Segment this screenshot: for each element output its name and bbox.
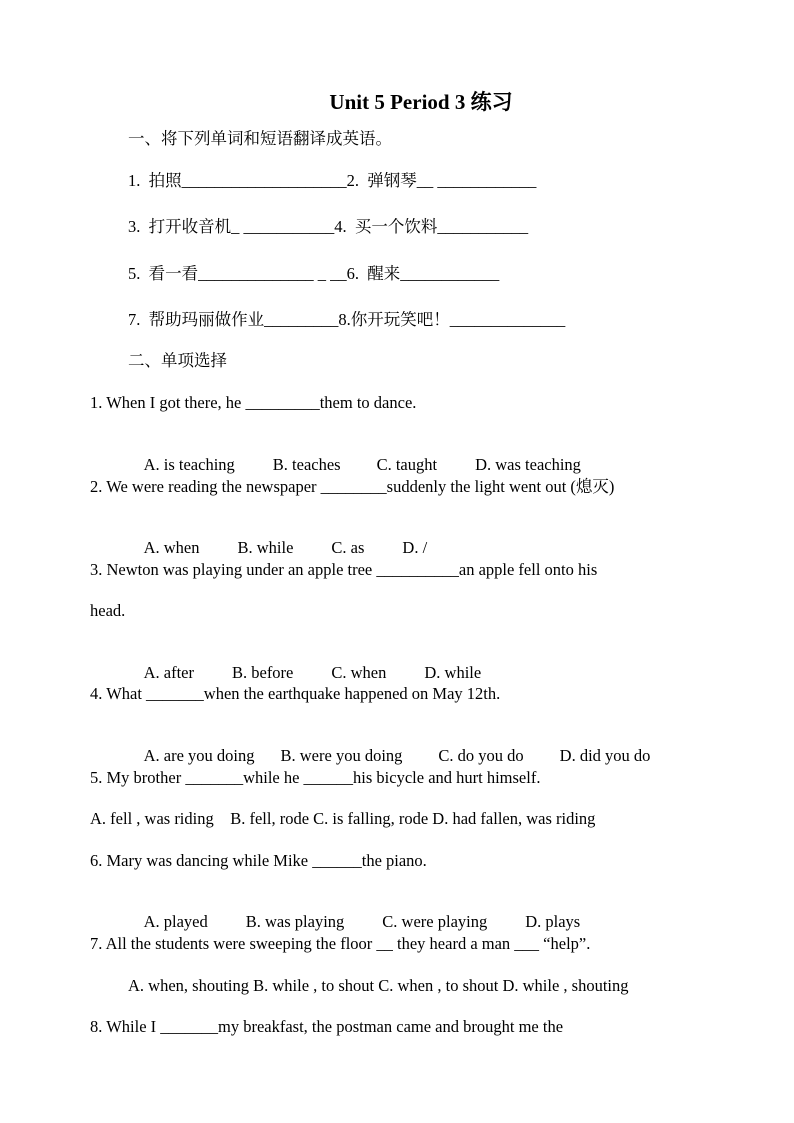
question-7-stem: 7. All the students were sweeping the floor __ they heard a man ___ “help”. — [90, 934, 591, 953]
option: D. plays — [525, 912, 581, 931]
question-2-stem: 2. We were reading the newspaper ________suddenly the light went out (熄灭) — [90, 477, 615, 496]
page-title: Unit 5 Period 3 练习 — [329, 90, 513, 114]
translation-item-1: 1. 拍照____________________2. 弹钢琴__ ____________ — [128, 171, 537, 190]
question-5-stem: 5. My brother _______while he ______his bicycle and hurt himself. — [90, 768, 541, 787]
question-4-stem: 4. What _______when the earthquake happened on May 12th. — [90, 684, 501, 703]
question-5-options: A. fell , was riding B. fell, rode C. is falling, rode D. had fallen, was riding — [90, 809, 596, 828]
option: A. played — [143, 912, 208, 931]
option: D. while — [424, 663, 482, 682]
option: D. / — [402, 538, 428, 557]
option: B. while — [237, 538, 294, 557]
question-8-stem: 8. While I _______my breakfast, the postman came and brought me the — [90, 1017, 564, 1036]
question-6-stem: 6. Mary was dancing while Mike ______the piano. — [90, 851, 427, 870]
question-1-stem: 1. When I got there, he _________them to dance. — [90, 393, 417, 412]
translation-item-4: 7. 帮助玛丽做作业_________8.你开玩笑吧！______________ — [128, 310, 566, 329]
option: A. after — [143, 663, 194, 682]
option: B. were you doing — [280, 746, 403, 765]
option: A. when — [143, 538, 200, 557]
option: B. before — [231, 663, 294, 682]
option: C. do you do — [438, 746, 524, 765]
section1-heading: 一、将下列单词和短语翻译成英语。 — [128, 129, 392, 148]
option: A. is teaching — [143, 455, 235, 474]
translation-item-3: 5. 看一看______________ _ __6. 醒来____________ — [128, 264, 500, 283]
option: C. when — [331, 663, 387, 682]
question-3-stem-continued: head. — [90, 601, 126, 620]
option: D. was teaching — [475, 455, 581, 474]
option: B. was playing — [245, 912, 345, 931]
option: D. did you do — [559, 746, 651, 765]
option: A. are you doing — [143, 746, 255, 765]
option: C. as — [331, 538, 365, 557]
section2-heading: 二、单项选择 — [128, 351, 227, 370]
option: C. taught — [376, 455, 438, 474]
option: B. teaches — [272, 455, 341, 474]
question-7-options: A. when, shouting B. while , to shout C. when , to shout D. while , shouting — [128, 976, 629, 995]
option: C. were playing — [382, 912, 488, 931]
translation-item-2: 3. 打开收音机_ ___________4. 买一个饮料___________ — [128, 217, 529, 236]
question-3-stem: 3. Newton was playing under an apple tree __________an apple fell onto his — [90, 560, 598, 579]
